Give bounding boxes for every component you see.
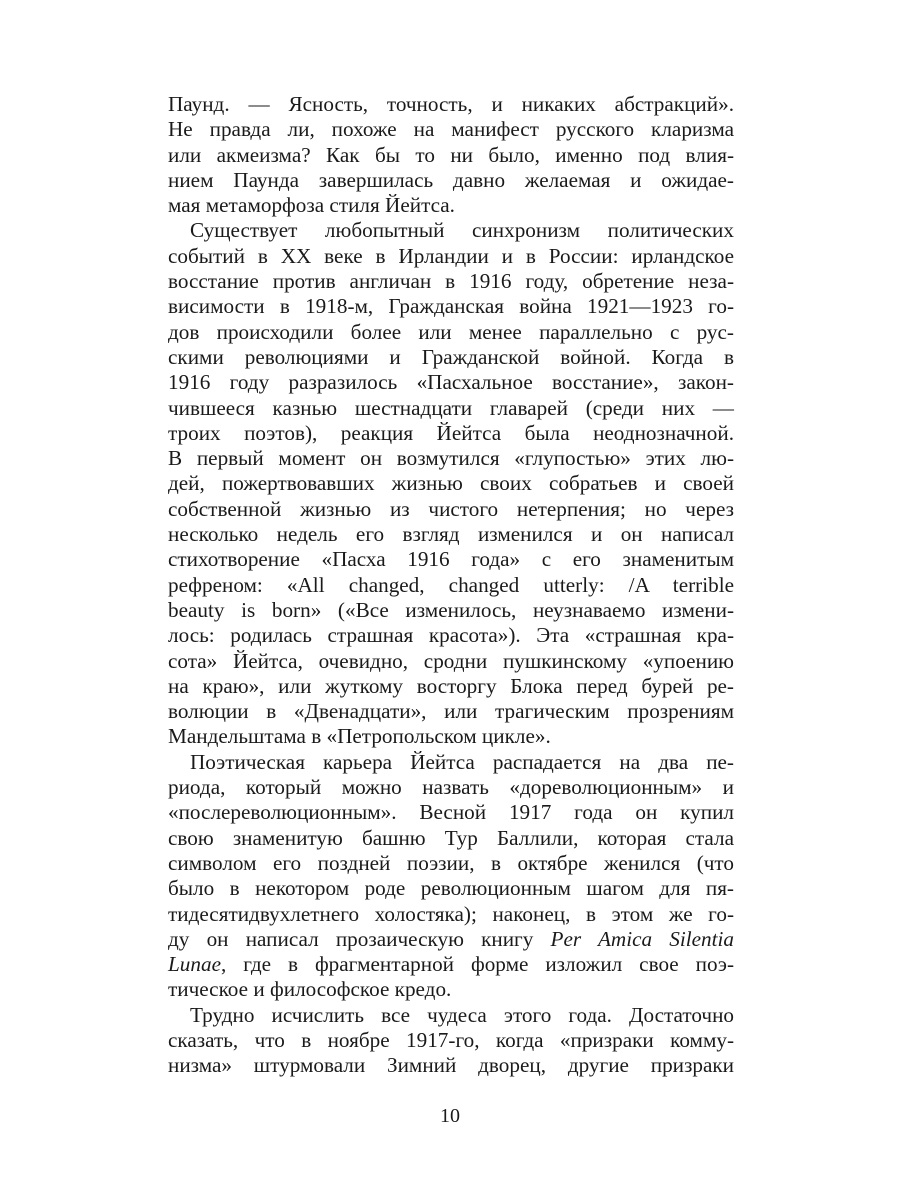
text-line: Паунд. — Ясность, точность, и никаких абстракций». xyxy=(168,92,734,116)
text-line: собственной жизнью из чистого нетерпения; но через xyxy=(168,496,734,521)
text-line: висимости в 1918-м, Гражданская война 1921—1923 го- xyxy=(168,294,734,319)
text-line: было в некотором роде революционным шагом для пя- xyxy=(168,876,734,901)
text-line: «послереволюционным». Весной 1917 года он купил xyxy=(168,800,734,825)
text-line: Lunae, где в фрагментарной форме изложил свое поэ- xyxy=(168,952,734,977)
text-line: или акмеизма? Как бы то ни было, именно под влия- xyxy=(168,142,734,167)
text-line: низма» штурмовали Зимний дворец, другие призраки xyxy=(168,1053,734,1078)
italic-title: Per Amica Silentia xyxy=(550,926,734,951)
text-line: несколько недель его взгляд изменился и он написал xyxy=(168,522,734,547)
text-line: событий в XX веке в Ирландии и в России: ирландское xyxy=(168,243,734,268)
text-line: beauty is born» («Все изменилось, неузнаваемо измени- xyxy=(168,597,734,622)
text-line: дей, пожертвовавших жизнью своих собратьев и своей xyxy=(168,471,734,496)
text-line: Трудно исчислить все чудеса этого года. Достаточно xyxy=(190,1002,734,1027)
text-line: 1916 году разразилось «Пасхальное восстание», закон- xyxy=(168,370,734,395)
italic-title: Lunae xyxy=(168,952,221,977)
text-line: В первый момент он возмутился «глупостью» этих лю- xyxy=(168,446,734,471)
text-line: сота» Йейтса, очевидно, сродни пушкинскому «упоению xyxy=(168,648,734,673)
text-line: символом его поздней поэзии, в октябре женился (что xyxy=(168,850,734,875)
paragraph xyxy=(168,750,734,1003)
text-line: тидесятидвухлетнего холостяка); наконец, в этом же го- xyxy=(168,901,734,926)
text-line: стихотворение «Пасха 1916 года» с его знаменитым xyxy=(168,547,734,572)
text-line: Существует любопытный синхронизм политических xyxy=(190,218,734,243)
page-body xyxy=(168,92,734,1079)
text-line: сказать, что в ноябре 1917-го, когда «призраки комму- xyxy=(168,1027,734,1052)
text-line: Мандельштама в «Петропольском цикле». xyxy=(168,724,551,749)
text-line: мая метаморфоза стиля Йейтса. xyxy=(168,193,455,218)
text-line: риода, который можно назвать «дореволюционным» и xyxy=(168,775,734,800)
text-line: Не правда ли, похоже на манифест русского кларизма xyxy=(168,117,734,142)
text-line: нием Паунда завершилась давно желаемая и ожидае- xyxy=(168,167,734,192)
paragraph xyxy=(168,1003,734,1079)
text-line: волюции в «Двенадцати», или трагическим прозрениям xyxy=(168,699,734,724)
text-line: на краю», или жуткому восторгу Блока перед бурей ре- xyxy=(168,673,734,698)
text-line: скими революциями и Гражданской войной. Когда в xyxy=(168,344,734,369)
text-line: троих поэтов), реакция Йейтса была неоднозначной. xyxy=(168,420,734,445)
text-line: Поэтическая карьера Йейтса распадается на два пе- xyxy=(190,749,734,774)
text-line: чившееся казнью шестнадцати главарей (среди них — xyxy=(168,395,734,420)
text-line: восстание против англичан в 1916 году, обретение неза- xyxy=(168,269,734,294)
text-line: дов происходили более или менее параллельно с рус- xyxy=(168,319,734,344)
text-line: тическое и философское кредо. xyxy=(168,977,452,1002)
page-number: 10 xyxy=(440,1105,460,1127)
paragraph xyxy=(168,92,734,218)
text-line: рефреном: «All changed, changed utterly: /A terrible xyxy=(168,572,734,597)
text-line: ду он написал прозаическую книгу Per Amica Silentia xyxy=(168,926,734,951)
text-line: свою знаменитую башню Тур Баллили, которая стала xyxy=(168,825,734,850)
text-line: лось: родилась страшная красота»). Эта «страшная кра- xyxy=(168,623,734,648)
paragraph xyxy=(168,218,734,749)
